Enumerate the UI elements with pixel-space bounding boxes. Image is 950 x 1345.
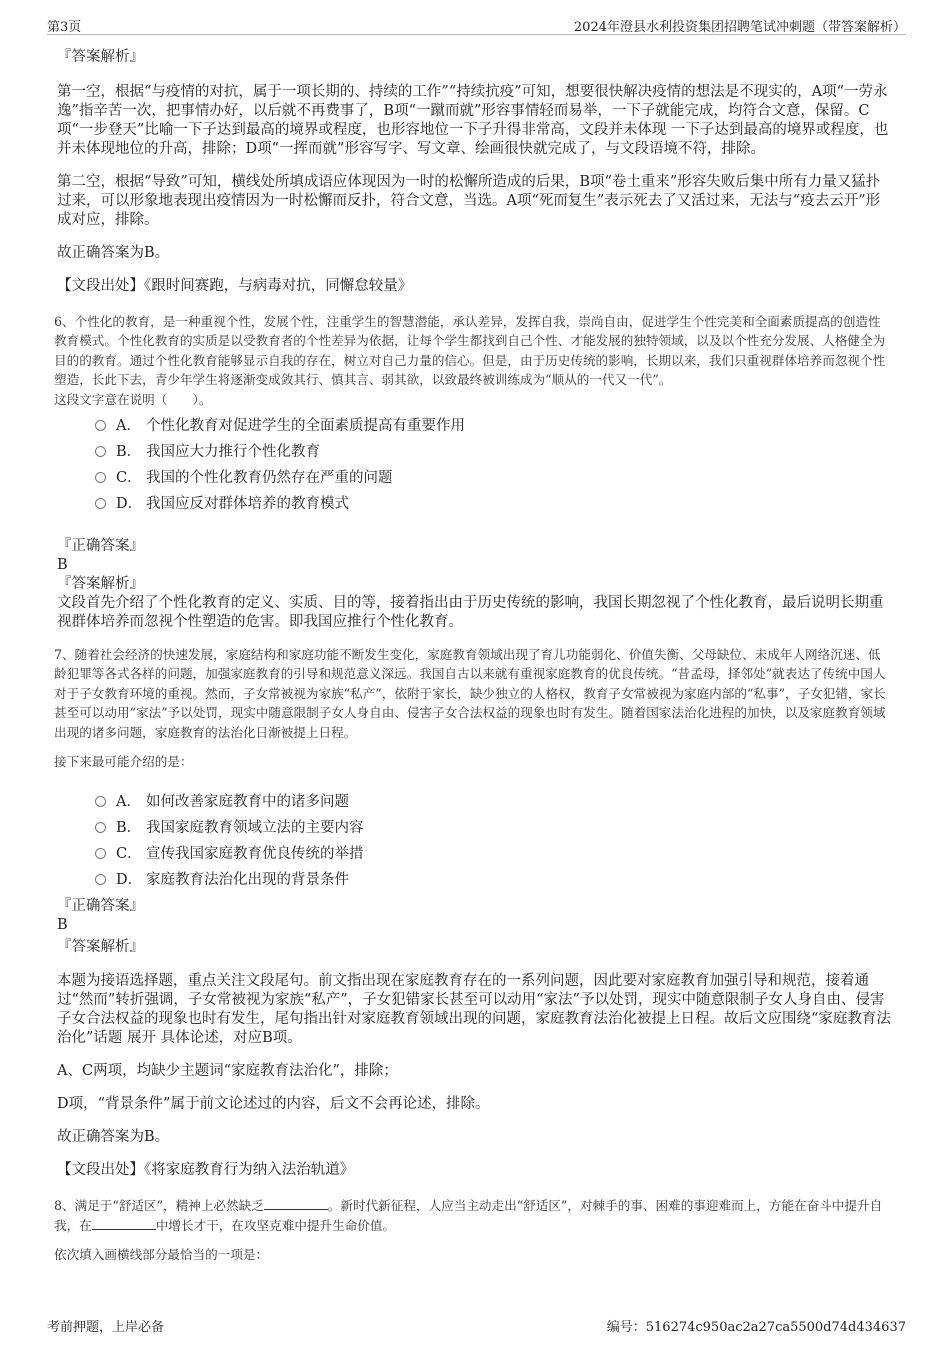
analysis-paragraph: 文段首先介绍了个性化教育的定义、实质、目的等，接着指出由于历史传统的影响，我国长期忽视了个性化教育，最后说明长期重视群体培养而忽视个性塑造的危害。即我国应推行个性化教育。 <box>57 595 884 631</box>
question-prompt: 这段文字意在说明（ ）。 <box>54 391 212 407</box>
radio-icon[interactable] <box>95 874 106 885</box>
source-note: 【文段出处】《跟时间赛跑，与病毒对抗，同懈怠较量》 <box>57 278 413 294</box>
fill-blank <box>264 1197 328 1210</box>
option-b[interactable]: B． 我国应大力推行个性化教育 <box>95 439 893 465</box>
option-b[interactable]: B． 我国家庭教育领域立法的主要内容 <box>95 815 893 841</box>
question-prompt: 依次填入画横线部分最恰当的一项是： <box>54 1247 269 1263</box>
question-stem: 6、个性化的教育，是一种重视个性，发展个性，注重学生的智慧潜能，承认差异，发挥自我，崇尚自由，促进学生个性完美和全面素质提高的创造性教育模式。个性化教育的实质是以受教育者的个性差异为依据，让每个学生都找到自己个性、才能发展的独特领域，以及以个性充分发展、人格健全为目的的教育。通过个性化教育能够显示自我的存在，树立对自己力量的信心。但是，由于历史传统的影响，长期以来，我们只重视群体培养而忽视个性塑造，长此下去，青少年学生将逐渐变成敛其行、慎其言、弱其欲，以致最终被训练成为“顺从的一代又一代”。 <box>54 314 886 388</box>
analysis-paragraph: A、C两项，均缺少主题词“家庭教育法治化”，排除； <box>57 1063 398 1080</box>
radio-icon[interactable] <box>95 848 106 859</box>
answer-label: 『正确答案』 <box>57 898 144 915</box>
analysis-paragraph: 第一空，根据“与疫情的对抗，属于一项长期的、持续的工作”“持续抗疫”可知，想要很快解决疫情的想法是不现实的，A项“一劳永逸”指辛苦一次，把事情办好，以后就不再费事了，B项“一蹴而就”形容事情轻而易举，一下子就能完成，均符合文意，保留。C项“一步登天”比喻一下子达到最高的境界或程度，也形容地位一下子升得非常高，文段并未体现 一下子达到最高的境界或程度，也并未体现地位的升高，排除；D项“一挥而就”形容写字、写文章、绘画很快就完成了，与文段语境不符，排除。 <box>57 84 889 157</box>
option-list <box>95 789 893 893</box>
answer-value: B <box>57 557 68 574</box>
document-body <box>54 48 893 1265</box>
option-c[interactable]: C． 宣传我国家庭教育优良传统的举措 <box>95 841 893 867</box>
page-number: 第3页 <box>47 20 82 35</box>
fill-blank <box>92 1217 156 1230</box>
option-list <box>95 413 893 517</box>
question-prompt: 接下来最可能介绍的是： <box>54 754 193 770</box>
answer-value: B <box>57 917 68 934</box>
analysis-paragraph: 本题为接语选择题，重点关注文段尾句。前文指出现在家庭教育存在的一系列问题，因此要对家庭教育加强引导和规范，接着通过“然而”转折强调，子女常被视为家族“私产”，子女犯错家长甚至可以动用“家法”予以处罚，现实中随意限制子女人身自由、侵害子女合法权益的现象也时有发生，尾句指出针对家庭教育领域出现的问题，家庭教育法治化被提上日程。故后文应围绕“家庭教育法治化”话题 展开 具体论述，对应B项。 <box>57 973 891 1047</box>
option-c[interactable]: C． 我国的个性化教育仍然存在严重的问题 <box>95 465 893 491</box>
option-d[interactable]: D． 家庭教育法治化出现的背景条件 <box>95 867 893 893</box>
answer-label: 『正确答案』 <box>57 538 144 555</box>
question-stem: 7、随着社会经济的快速发展，家庭结构和家庭功能不断发生变化，家庭教育领域出现了育儿功能弱化、价值失衡、父母缺位、未成年人网络沉迷、低龄犯罪等各式各样的问题，加强家庭教育的引导和规范意义深远。我国自古以来就有重视家庭教育的优良传统。“昔孟母，择邻处”就表达了传统中国人对于子女教育环境的重视。然而，子女常被视为家族“私产”，依附于家长，缺少独立的人格权，教育子女常被视为家庭内部的“私事”，子女犯错，家长甚至可以动用“家法”予以处罚，现实中随意限制子女人身自由、侵害子女合法权益的现象也时有发生。随着国家法治化进程的加快，以及家庭教育领域出现的诸多问题，家庭教育的法治化日渐被提上日程。 <box>54 647 886 740</box>
footer-slogan: 考前押题，上岸必备 <box>47 1320 165 1335</box>
radio-icon[interactable] <box>95 822 106 833</box>
radio-icon[interactable] <box>95 498 106 509</box>
option-d[interactable]: D． 我国应反对群体培养的教育模式 <box>95 491 893 517</box>
radio-icon[interactable] <box>95 420 106 431</box>
source-note: 【文段出处】《将家庭教育行为纳入法治轨道》 <box>57 1162 355 1179</box>
analysis-label: 『答案解析』 <box>57 49 144 65</box>
page-header <box>47 14 906 35</box>
analysis-label: 『答案解析』 <box>57 576 144 593</box>
analysis-label: 『答案解析』 <box>57 939 144 956</box>
analysis-paragraph: 第二空，根据“导致”可知，横线处所填成语应体现因为一时的松懈所造成的后果，B项“卷土重来”形容失败后集中所有力量又猛扑过来，可以形象地表现出疫情因为一时松懈而反扑，符合文意，当选。A项“死而复生”表示死去了又活过来，无法与“疫去云开”形成对应，排除。 <box>57 174 881 228</box>
radio-icon[interactable] <box>95 472 106 483</box>
document-id: 编号：516274c950ac2a27ca5500d74d434637 <box>606 1320 906 1335</box>
option-a[interactable]: A． 个性化教育对促进学生的全面素质提高有重要作用 <box>95 413 893 439</box>
document-title: 2024年澄县水利投资集团招聘笔试冲刺题（带答案解析） <box>573 20 906 35</box>
radio-icon[interactable] <box>95 446 106 457</box>
analysis-conclusion: 故正确答案为B。 <box>57 1129 170 1146</box>
option-a[interactable]: A． 如何改善家庭教育中的诸多问题 <box>95 789 893 815</box>
question-stem: 8、满足于“舒适区”，精神上必然缺乏 。新时代新征程，人应当主动走出“舒适区”，对棘手的事、困难的事迎难而上，方能在奋斗中提升自我，在 中增长才干，在攻坚克难中提升生命价值。 <box>54 1198 883 1233</box>
analysis-paragraph: D项，“背景条件”属于前文论述过的内容，后文不会再论述，排除。 <box>57 1096 490 1113</box>
radio-icon[interactable] <box>95 796 106 807</box>
analysis-conclusion: 故正确答案为B。 <box>57 245 170 261</box>
